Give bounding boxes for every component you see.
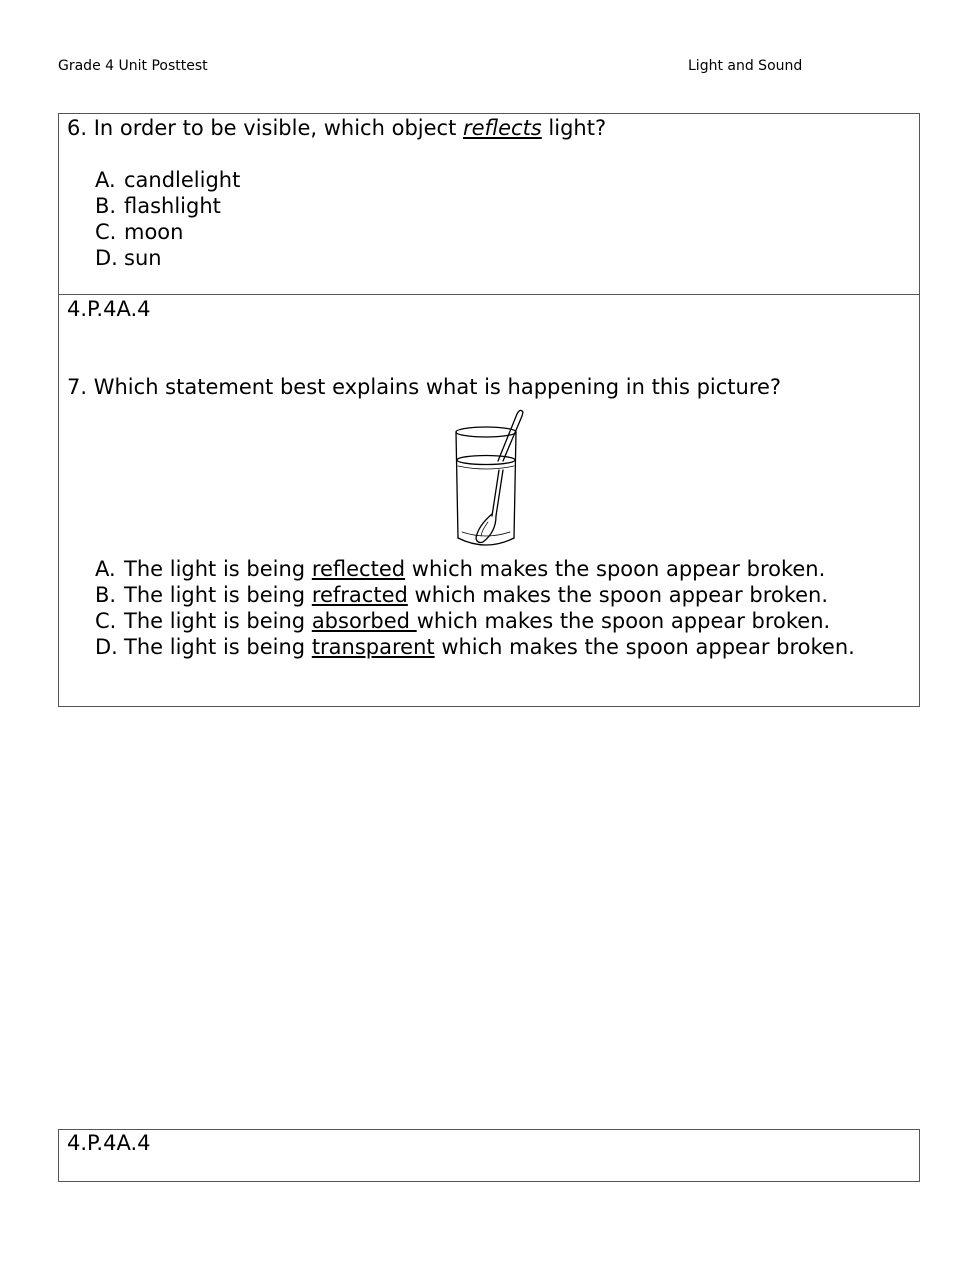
question-7-option-a-text [124, 556, 825, 582]
standard-box-bottom [58, 1129, 920, 1182]
glass-with-spoon-icon [448, 404, 528, 552]
question-7-option-b-text [124, 582, 828, 608]
question-7-option-c-letter: C. [95, 609, 117, 633]
question-7-stem-text: Which statement best explains what is happening in this picture? [93, 375, 782, 399]
question-6-number: 6. [67, 116, 88, 140]
question-6-option-b-text: flashlight [124, 194, 221, 218]
question-7-option-c-keyword: absorbed [311, 609, 417, 633]
question-7-option-b-after: which makes the spoon appear broken. [407, 583, 829, 607]
question-7-option-d-after: which makes the spoon appear broken. [434, 635, 855, 659]
question-7-option-a-after: which makes the spoon appear broken. [405, 557, 826, 581]
question-6-stem-before: In order to be visible, which object [93, 116, 463, 140]
question-6-option-c-letter: C. [95, 220, 117, 244]
question-6-option-b-letter: B. [95, 194, 117, 218]
question-7-option-a-letter: A. [95, 557, 116, 581]
standard-code: 4.P.4A.4 [67, 297, 151, 321]
question-6-option-a-text: candlelight [124, 168, 241, 192]
question-7-option-d-keyword: transparent [311, 635, 435, 659]
question-6-option-c-text: moon [124, 220, 184, 244]
question-7-option-b-before: The light is being [124, 583, 312, 607]
question-7-option-d-before: The light is being [124, 635, 312, 659]
question-7-option-c-text [124, 608, 830, 634]
question-7-option-d-text [124, 634, 855, 660]
question-7-option-a-before: The light is being [124, 557, 312, 581]
question-6-option-a-letter: A. [95, 168, 116, 192]
question-7-option-c-before: The light is being [124, 609, 312, 633]
question-7-option-a-keyword: reflected [311, 557, 406, 581]
question-7-option-c-after: which makes the spoon appear broken. [416, 609, 831, 633]
question-6-option-d-text: sun [124, 246, 162, 270]
question-7-stem [67, 374, 781, 400]
question-7-number: 7. [67, 375, 88, 399]
header-subject: Light and Sound [688, 58, 803, 74]
standard-code-bottom: 4.P.4A.4 [67, 1131, 151, 1155]
header-title: Grade 4 Unit Posttest [58, 58, 208, 74]
question-6-stem [67, 115, 606, 141]
question-6-stem-emphasis: reflects [462, 116, 542, 140]
question-7-option-b-letter: B. [95, 583, 117, 607]
question-6-stem-after: light? [541, 116, 607, 140]
question-7-option-d-letter: D. [95, 635, 118, 659]
question-7-option-b-keyword: refracted [311, 583, 408, 607]
question-6-option-d-letter: D. [95, 246, 118, 270]
